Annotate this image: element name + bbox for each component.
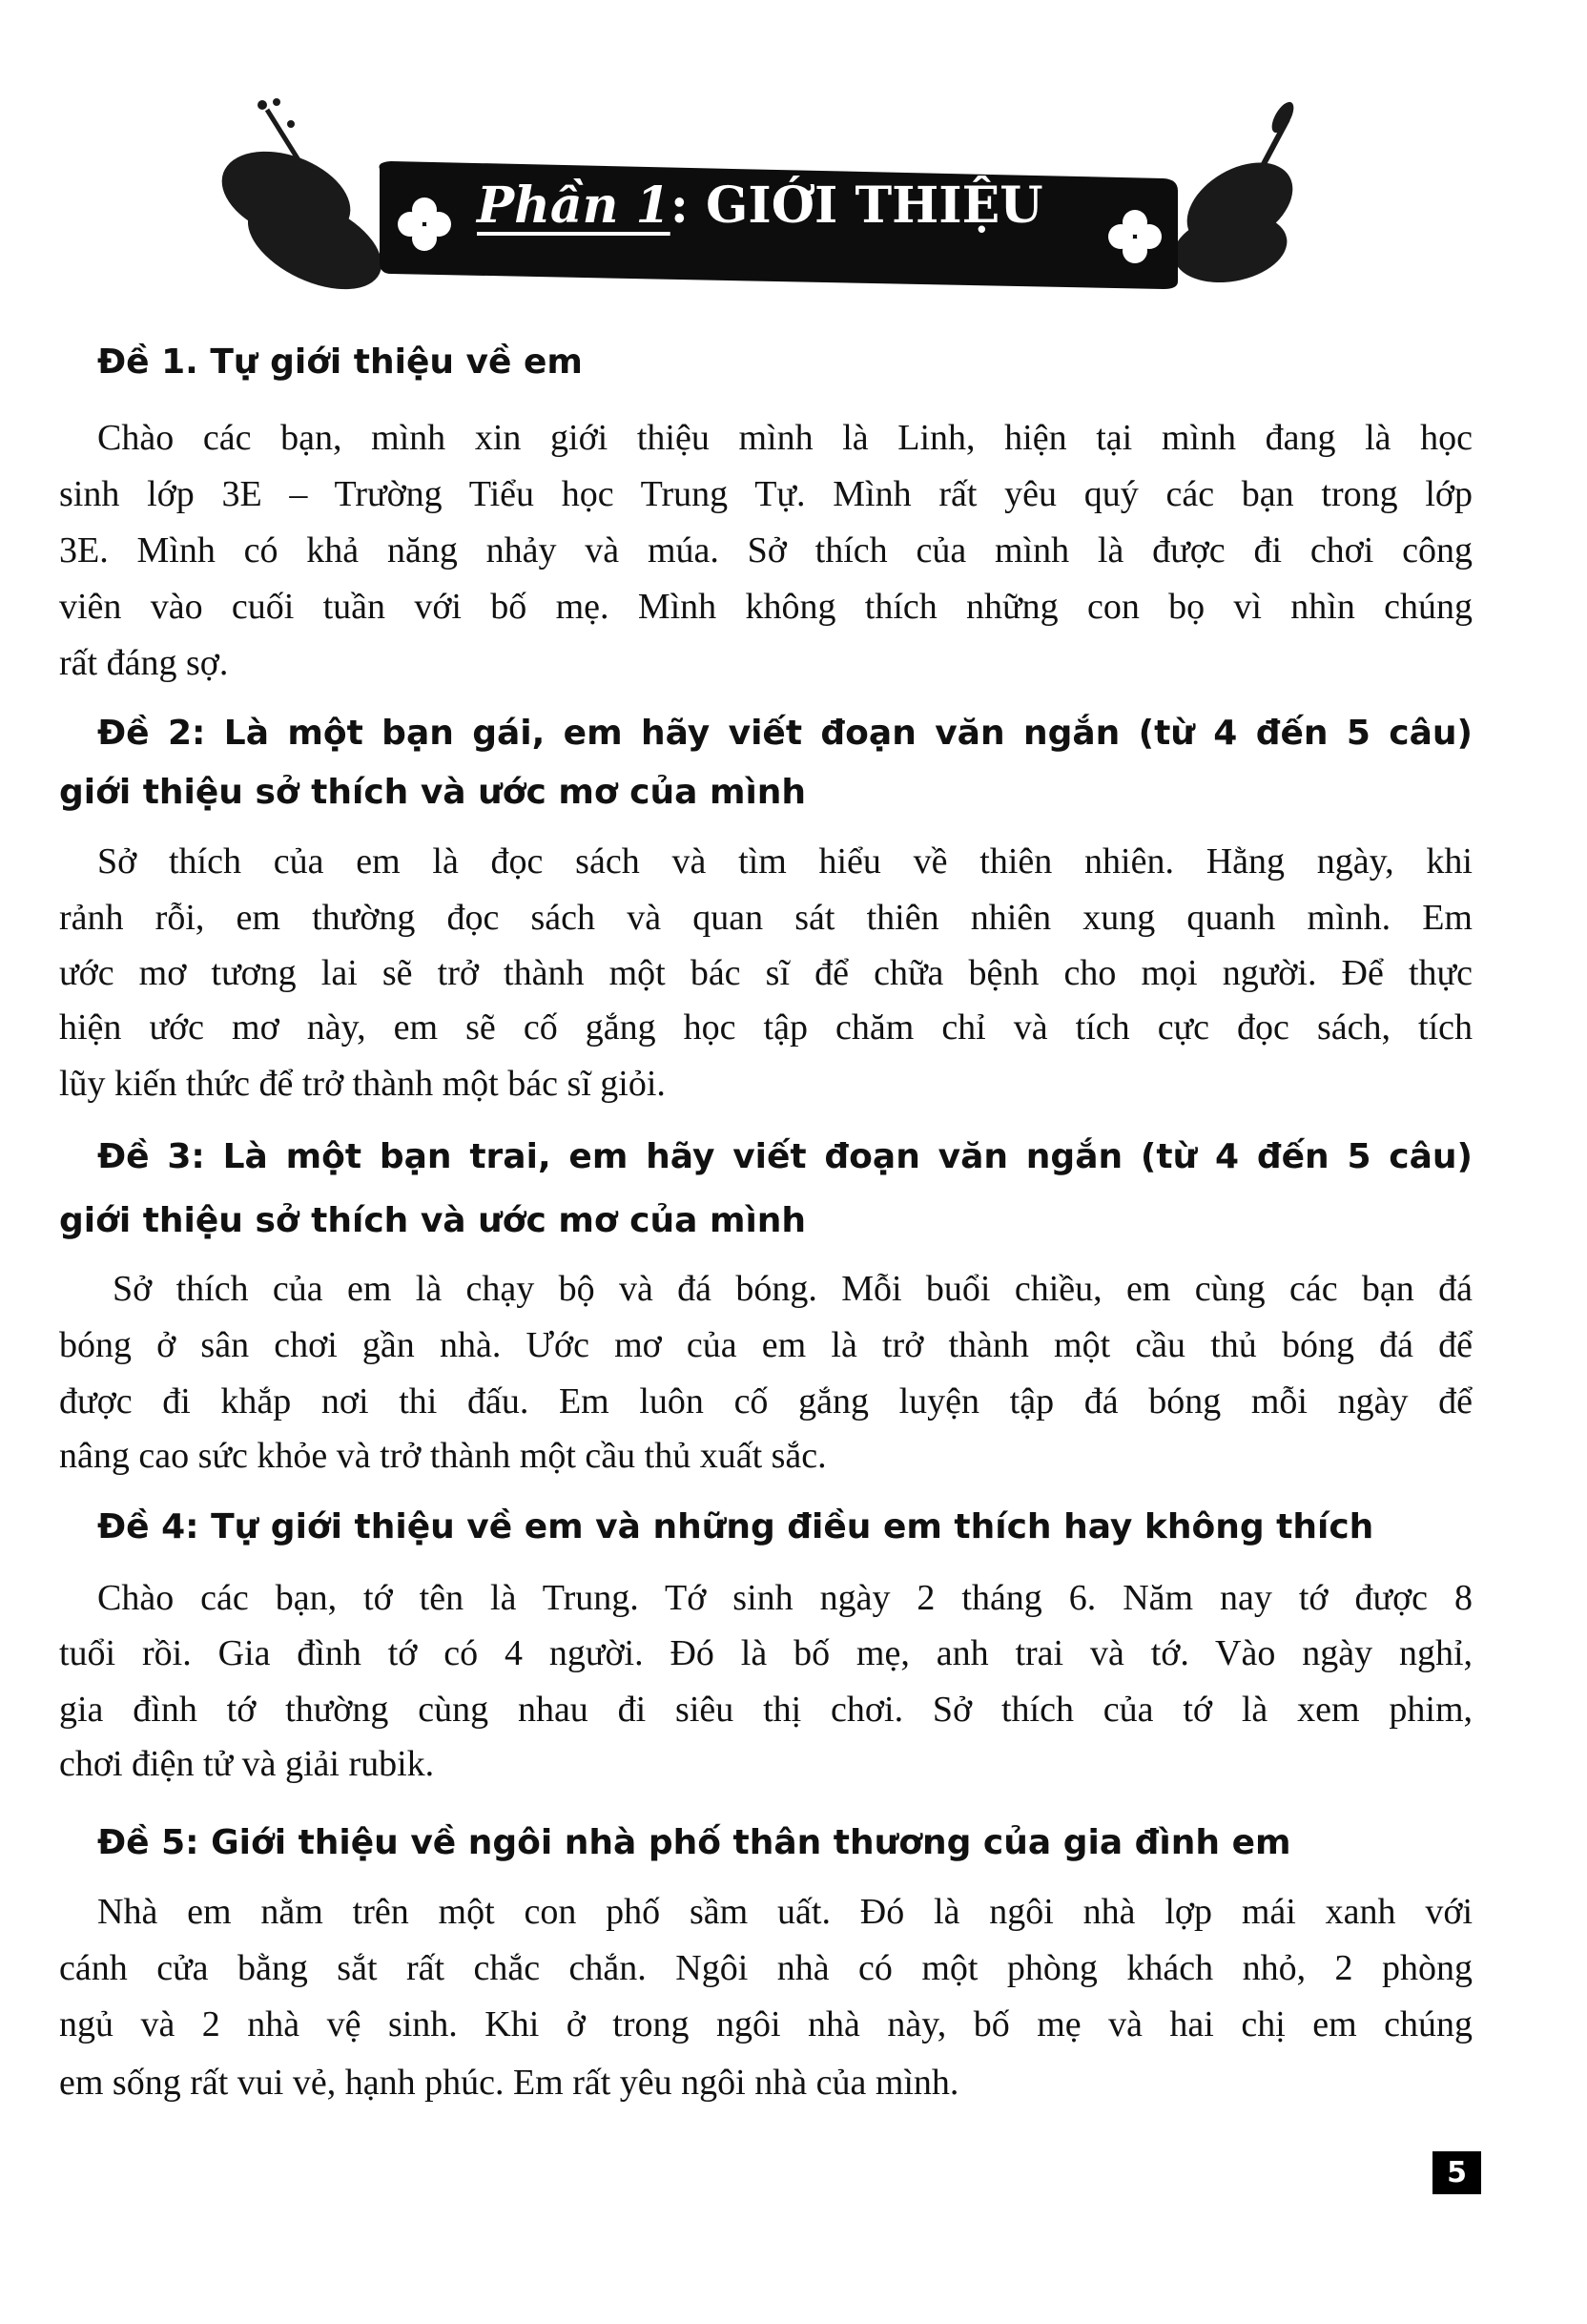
leaf-decoration-left-icon [210,98,396,308]
paragraph-line: em sống rất vui vẻ, hạnh phúc. Em rất yêu ngôi nhà của mình. [59,2063,959,2103]
section-part-label: Phần 1 [477,176,670,235]
paragraph-line: rảnh rỗi, em thường đọc sách và quan sát thiên nhiên xung quanh mình. Em [59,898,1473,938]
exercise-heading: Đề 5: Giới thiệu về ngôi nhà phố thân thương của gia đình em [97,1823,1291,1862]
paragraph-line: Nhà em nằm trên một con phố sầm uất. Đó là ngôi nhà lợp mái xanh với [97,1892,1473,1932]
paragraph-line: Chào các bạn, tớ tên là Trung. Tớ sinh ngày 2 tháng 6. Năm nay tớ được 8 [97,1578,1473,1618]
exercise-heading: Đề 4: Tự giới thiệu về em và những điều em thích hay không thích [97,1507,1374,1546]
paragraph-line: rất đáng sợ. [59,643,229,683]
exercise-heading: Đề 3: Là một bạn trai, em hãy viết đoạn văn ngắn (từ 4 đến 5 câu) [97,1137,1473,1176]
page-number: 5 [1432,2151,1481,2194]
paragraph-line: 3E. Mình có khả năng nhảy và múa. Sở thích của mình là được đi chơi công [59,530,1473,571]
paragraph-line: lũy kiến thức để trở thành một bác sĩ giỏi. [59,1064,666,1104]
paragraph-line: chơi điện tử và giải rubik. [59,1744,435,1784]
paragraph-line: hiện ước mơ này, em sẽ cố gắng học tập chăm chỉ và tích cực đọc sách, tích [59,1007,1473,1048]
section-title [477,176,1043,235]
paragraph-line: cánh cửa bằng sắt rất chắc chắn. Ngôi nhà có một phòng khách nhỏ, 2 phòng [59,1948,1473,1988]
paragraph-line: gia đình tớ thường cùng nhau đi siêu thị chơi. Sở thích của tớ là xem phim, [59,1690,1473,1730]
exercise-heading: Đề 2: Là một bạn gái, em hãy viết đoạn văn ngắn (từ 4 đến 5 câu) [97,714,1473,753]
paragraph-line: được đi khắp nơi thi đấu. Em luôn cố gắng luyện tập đá bóng mỗi ngày để [59,1381,1473,1421]
paragraph-line: nâng cao sức khỏe và trở thành một cầu thủ xuất sắc. [59,1436,827,1476]
leaf-decoration-right-icon [1168,98,1307,290]
paragraph-line: Sở thích của em là đọc sách và tìm hiểu về thiên nhiên. Hằng ngày, khi [97,841,1473,882]
exercise-heading: Đề 1. Tự giới thiệu về em [97,342,583,382]
exercise-heading: giới thiệu sở thích và ước mơ của mình [59,773,807,812]
paragraph-line: sinh lớp 3E – Trường Tiểu học Trung Tự. Mình rất yêu quý các bạn trong lớp [59,474,1473,514]
paragraph-line: viên vào cuối tuần với bố mẹ. Mình không thích những con bọ vì nhìn chúng [59,587,1473,627]
paragraph-line: tuổi rồi. Gia đình tớ có 4 người. Đó là bố mẹ, anh trai và tớ. Vào ngày nghỉ, [59,1633,1473,1673]
paragraph-line: bóng ở sân chơi gần nhà. Ước mơ của em là trở thành một cầu thủ bóng đá để [59,1325,1473,1365]
section-title-text: : GIỚI THIỆU [670,176,1043,235]
exercise-heading: giới thiệu sở thích và ước mơ của mình [59,1201,807,1240]
paragraph-line: ước mơ tương lai sẽ trở thành một bác sĩ để chữa bệnh cho mọi người. Để thực [59,953,1473,993]
paragraph-line: Chào các bạn, mình xin giới thiệu mình là Linh, hiện tại mình đang là học [97,418,1473,458]
paragraph-line: Sở thích của em là chạy bộ và đá bóng. Mỗi buổi chiều, em cùng các bạn đá [113,1269,1473,1309]
paragraph-line: ngủ và 2 nhà vệ sinh. Khi ở trong ngôi nhà này, bố mẹ và hai chị em chúng [59,2004,1473,2044]
